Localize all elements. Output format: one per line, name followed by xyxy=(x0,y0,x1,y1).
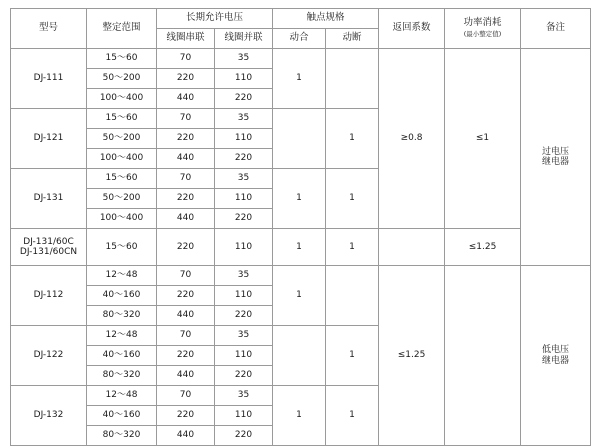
cell-series: 440 xyxy=(157,209,215,229)
cell-series: 70 xyxy=(157,386,215,406)
cell-range: 40～160 xyxy=(87,346,157,366)
cell-contact-nc xyxy=(326,49,379,109)
cell-range: 15～60 xyxy=(87,169,157,189)
cell-model-dj131-60c xyxy=(11,229,87,266)
cell-series: 440 xyxy=(157,426,215,446)
cell-contact-nc: 1 xyxy=(326,229,379,266)
cell-contact-no: 1 xyxy=(273,49,326,109)
cell-parallel: 110 xyxy=(215,69,273,89)
cell-contact-no: 1 xyxy=(273,386,326,446)
table-row xyxy=(11,266,591,286)
cell-contact-no: 1 xyxy=(273,266,326,326)
cell-series: 70 xyxy=(157,49,215,69)
cell-series: 440 xyxy=(157,306,215,326)
cell-parallel: 220 xyxy=(215,89,273,109)
cell-parallel: 110 xyxy=(215,129,273,149)
cell-range: 15～60 xyxy=(87,49,157,69)
cell-power-upper: ≤1 xyxy=(445,49,521,229)
cell-series: 220 xyxy=(157,406,215,426)
cell-range: 40～160 xyxy=(87,286,157,306)
cell-parallel: 110 xyxy=(215,406,273,426)
header-power-consumption xyxy=(445,9,521,49)
cell-series: 70 xyxy=(157,326,215,346)
cell-range: 12～48 xyxy=(87,266,157,286)
cell-parallel: 220 xyxy=(215,149,273,169)
cell-range: 50～200 xyxy=(87,129,157,149)
cell-parallel: 110 xyxy=(215,189,273,209)
cell-parallel: 35 xyxy=(215,49,273,69)
cell-contact-no: 1 xyxy=(273,229,326,266)
cell-parallel: 35 xyxy=(215,326,273,346)
cell-series: 70 xyxy=(157,266,215,286)
header-contact-spec: 触点规格 xyxy=(273,9,379,29)
cell-series: 70 xyxy=(157,109,215,129)
cell-remark-upper xyxy=(521,49,591,266)
remark-upper-line1: 过电压 xyxy=(542,146,570,157)
cell-contact-nc: 1 xyxy=(326,109,379,169)
cell-range: 15～60 xyxy=(87,229,157,266)
cell-model-dj132: DJ-132 xyxy=(11,386,87,446)
table-row xyxy=(11,49,591,69)
cell-model-dj131: DJ-131 xyxy=(11,169,87,229)
cell-parallel: 110 xyxy=(215,286,273,306)
cell-series: 440 xyxy=(157,149,215,169)
header-power-text: 功率消耗 xyxy=(463,16,502,28)
remark-lower-line2: 继电器 xyxy=(542,355,570,366)
cell-contact-nc: 1 xyxy=(326,169,379,229)
cell-range: 12～48 xyxy=(87,326,157,346)
cell-parallel: 220 xyxy=(215,426,273,446)
cell-parallel: 35 xyxy=(215,386,273,406)
cell-model-dj121: DJ-121 xyxy=(11,109,87,169)
header-contact-nc: 动断 xyxy=(326,29,379,49)
cell-series: 220 xyxy=(157,189,215,209)
table-header-row-1 xyxy=(11,9,591,29)
cell-return-coefficient-lower: ≤1.25 xyxy=(379,266,445,446)
cell-range: 100～400 xyxy=(87,209,157,229)
cell-series: 70 xyxy=(157,169,215,189)
cell-contact-no xyxy=(273,109,326,169)
header-coil-series: 线圈串联 xyxy=(157,29,215,49)
cell-model-dj111: DJ-111 xyxy=(11,49,87,109)
cell-parallel: 220 xyxy=(215,209,273,229)
cell-series: 220 xyxy=(157,346,215,366)
header-setting-range: 整定范围 xyxy=(87,9,157,49)
cell-model-dj122: DJ-122 xyxy=(11,326,87,386)
cell-model-dj112: DJ-112 xyxy=(11,266,87,326)
cell-parallel: 35 xyxy=(215,266,273,286)
cell-range: 80～320 xyxy=(87,306,157,326)
cell-contact-no: 1 xyxy=(273,169,326,229)
cell-remark-lower xyxy=(521,266,591,446)
cell-range: 80～320 xyxy=(87,426,157,446)
cell-series: 220 xyxy=(157,286,215,306)
cell-series: 440 xyxy=(157,366,215,386)
cell-parallel: 110 xyxy=(215,346,273,366)
header-contact-no: 动合 xyxy=(273,29,326,49)
cell-series: 440 xyxy=(157,89,215,109)
cell-range: 15～60 xyxy=(87,109,157,129)
remark-lower-line1: 低电压 xyxy=(542,345,570,356)
cell-range: 100～400 xyxy=(87,149,157,169)
cell-return-coefficient-blank xyxy=(379,229,445,266)
cell-contact-no xyxy=(273,326,326,386)
cell-range: 40～160 xyxy=(87,406,157,426)
cell-series: 220 xyxy=(157,69,215,89)
cell-power-lower xyxy=(445,266,521,446)
header-power-note: (最小整定值) xyxy=(463,29,502,38)
cell-parallel: 220 xyxy=(215,306,273,326)
model-line2: DJ-131/60CN xyxy=(19,247,78,257)
remark-upper-line2: 继电器 xyxy=(542,157,570,167)
cell-series: 220 xyxy=(157,229,215,266)
model-line1: DJ-131/60C xyxy=(23,236,74,247)
cell-parallel: 110 xyxy=(215,229,273,266)
cell-range: 80～320 xyxy=(87,366,157,386)
cell-range: 50～200 xyxy=(87,189,157,209)
cell-parallel: 35 xyxy=(215,109,273,129)
cell-series: 220 xyxy=(157,129,215,149)
header-model: 型号 xyxy=(11,9,87,49)
header-coil-parallel: 线圈并联 xyxy=(215,29,273,49)
cell-parallel: 220 xyxy=(215,366,273,386)
header-remarks: 备注 xyxy=(521,9,591,49)
cell-range: 100～400 xyxy=(87,89,157,109)
cell-contact-nc xyxy=(326,266,379,326)
cell-contact-nc: 1 xyxy=(326,326,379,386)
cell-parallel: 35 xyxy=(215,169,273,189)
cell-contact-nc: 1 xyxy=(326,386,379,446)
cell-return-coefficient-upper: ≥0.8 xyxy=(379,49,445,229)
header-return-coefficient: 返回系数 xyxy=(379,9,445,49)
table-row xyxy=(11,229,591,266)
cell-range: 12～48 xyxy=(87,386,157,406)
header-long-term-voltage: 长期允许电压 xyxy=(157,9,273,29)
cell-power-dj131-60c: ≤1.25 xyxy=(445,229,521,266)
cell-range: 50～200 xyxy=(87,69,157,89)
relay-spec-table xyxy=(10,8,591,446)
